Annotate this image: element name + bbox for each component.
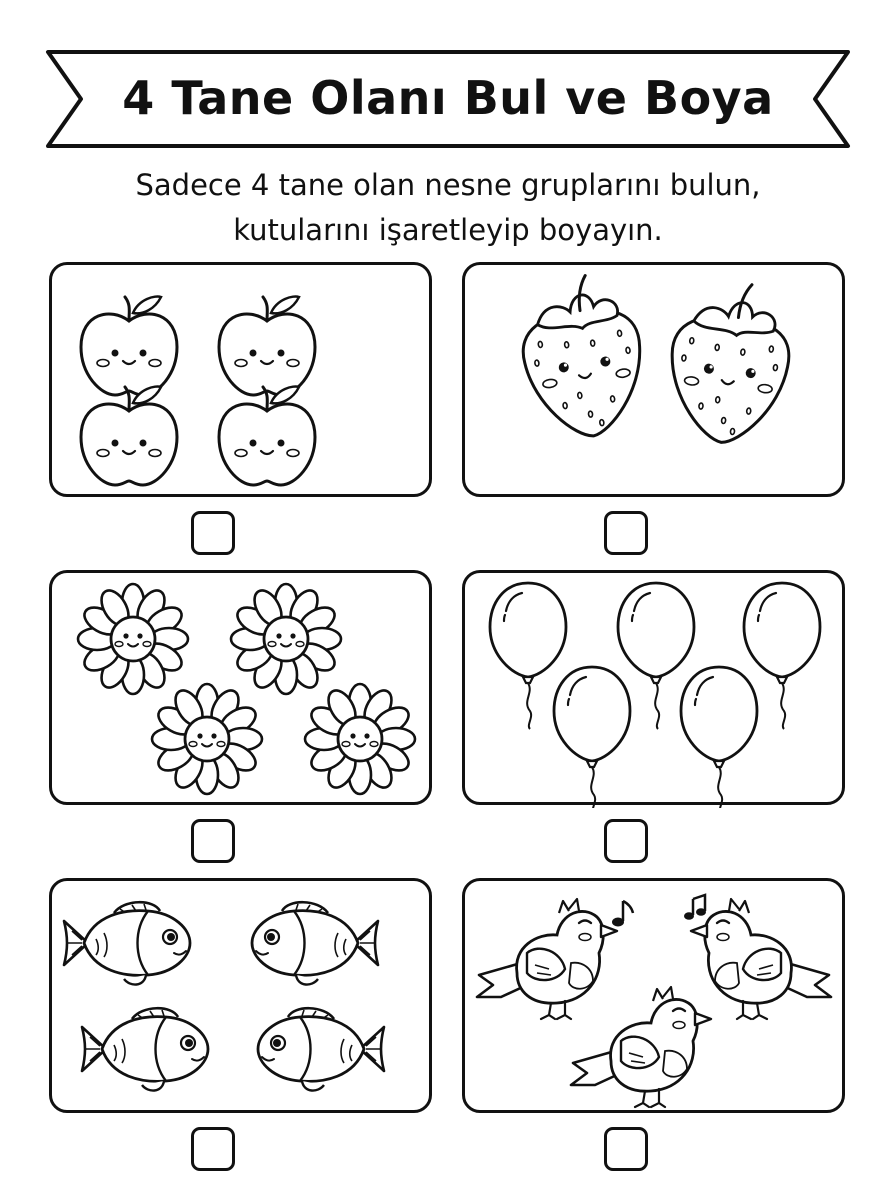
checkbox-balloons[interactable] bbox=[604, 819, 648, 863]
checkbox-strawberries[interactable] bbox=[604, 511, 648, 555]
strawberry-icon bbox=[663, 277, 796, 448]
instruction-line-2: kutularını işaretleyip boyayın. bbox=[233, 213, 663, 247]
instruction-line-1: Sadece 4 tane olan nesne gruplarını bulun, bbox=[135, 168, 761, 202]
apple-icon bbox=[81, 297, 177, 395]
apple-icon bbox=[219, 297, 315, 395]
balloon-icon bbox=[681, 667, 757, 808]
apple-icon bbox=[81, 387, 177, 485]
bird-icon bbox=[571, 987, 711, 1107]
fish-icon bbox=[252, 902, 378, 984]
flower-icon bbox=[231, 584, 341, 694]
panel-balloons bbox=[462, 570, 845, 805]
panel-apples bbox=[49, 262, 432, 497]
checkbox-flowers[interactable] bbox=[191, 819, 235, 863]
flower-icon bbox=[78, 584, 188, 694]
balloons-group bbox=[465, 573, 848, 808]
balloon-icon bbox=[554, 667, 630, 808]
apple-icon bbox=[219, 387, 315, 485]
apples-group bbox=[52, 265, 435, 500]
fish-icon bbox=[258, 1008, 384, 1090]
fish-icon bbox=[64, 902, 190, 984]
bird-icon bbox=[691, 899, 831, 1019]
strawberry-icon bbox=[514, 269, 652, 444]
strawberries-group bbox=[465, 265, 848, 500]
panel-flowers bbox=[49, 570, 432, 805]
flowers-group bbox=[52, 573, 435, 808]
page-title: 4 Tane Olanı Bul ve Boya bbox=[122, 71, 774, 125]
fish-icon bbox=[82, 1008, 208, 1090]
music-note-icon bbox=[612, 901, 633, 927]
checkbox-birds[interactable] bbox=[604, 1127, 648, 1171]
checkbox-fish[interactable] bbox=[191, 1127, 235, 1171]
flower-icon bbox=[305, 684, 415, 794]
checkbox-apples[interactable] bbox=[191, 511, 235, 555]
panel-fish bbox=[49, 878, 432, 1113]
flower-icon bbox=[152, 684, 262, 794]
bird-icon bbox=[477, 899, 617, 1019]
birds-group bbox=[465, 881, 848, 1116]
fish-group bbox=[52, 881, 435, 1116]
music-notes-icon bbox=[684, 895, 706, 920]
panel-strawberries bbox=[462, 262, 845, 497]
panel-birds bbox=[462, 878, 845, 1113]
